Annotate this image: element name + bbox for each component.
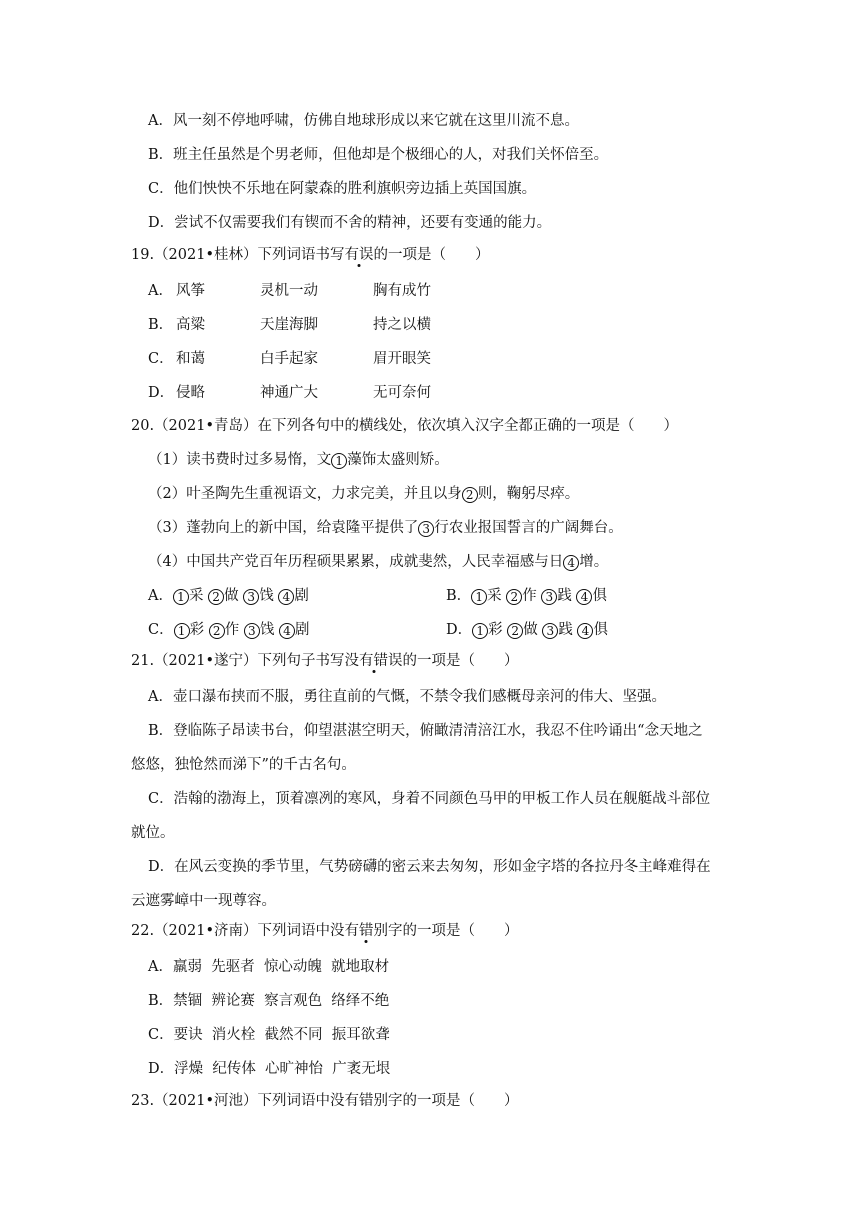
q19-stem: 19.（2021•桂林）下列词语书写有误的一项是（ ） [131,247,490,263]
q20-option-d: D． 1 彩 2 做 3 践 4 俱 [446,622,608,638]
blank-marker-3: 3 [418,521,434,537]
q22-stem: 22.（2021•济南）下列词语中没有错别字的一项是（ ） [131,923,519,939]
q18-option-d: D．尝试不仅需要我们有锲而不舍的精神，还要有变通的能力。 [148,215,552,231]
q21-stem: 21.（2021•遂宁）下列句子书写没有错误的一项是（ ） [131,653,519,669]
q22-emphasis: 没有错别字 [330,923,403,939]
q20-sentence-2: （2）叶圣陶先生重视语文，力求完美，并且以身 2 则，鞠躬尽瘁。 [148,486,580,502]
q21-emphasis: 没有错误 [344,653,403,669]
q22-option-a: A．羸弱 先驱者 惊心动魄 就地取材 [148,959,390,975]
blank-marker-4: 4 [563,555,579,571]
q21-option-d-line2: 云遮雾嶂中一现尊容。 [131,893,276,909]
q23-stem: 23.（2021•河池）下列词语中没有错别字的一项是（ ） [131,1093,519,1109]
q21-option-a: A．壶口瀑布挟而不服，勇往直前的气慨，不禁令我们感概母亲河的伟大、坚强。 [148,689,666,705]
q21-option-c-line2: 就位。 [131,825,175,841]
q19-option-a: A． 风筝 灵机一动 胸有成竹 [148,283,431,299]
q20-stem: 20.（2021•青岛）在下列各句中的横线处，依次填入汉字全都正确的一项是（ ） [131,418,679,434]
q22-option-c: C．要诀 消火栓 截然不同 振耳欲聋 [148,1027,390,1043]
q22-option-d: D．浮燥 纪传体 心旷神怡 广袤无垠 [148,1061,391,1077]
q20-sentence-3: （3）蓬勃向上的新中国，给袁隆平提供了 3 行农业报国誓言的广阔舞台。 [148,520,623,536]
blank-marker-1: 1 [331,453,347,469]
q21-option-b-line1: B．登临陈子昂读书台，仰望湛湛空明天，俯瞰清清涪江水，我忍不住吟诵出“念天地之 [148,723,703,739]
q19-option-d: D． 侵略 神通广大 无可奈何 [148,385,431,401]
q19-option-b: B． 高粱 天崖海脚 持之以横 [148,317,431,333]
q20-sentence-4: （4）中国共产党百年历程硕果累累，成就斐然，人民幸福感与日 4 增。 [148,554,609,570]
q20-sentence-1: （1）读书费时过多易惰，文 1 藻饰太盛则矫。 [148,452,449,468]
q21-option-b-line2: 悠悠，独怆然而涕下”的千古名句。 [131,757,356,773]
q20-option-b: B． 1 采 2 作 3 践 4 俱 [446,588,607,604]
q18-option-c: C．他们怏怏不乐地在阿蒙森的胜利旗帜旁边插上英国国旗。 [148,181,537,197]
q20-option-a: A． 1 采 2 做 3 饯 4 剧 [148,588,309,604]
blank-marker-2: 2 [462,487,478,503]
q20-option-c: C． 1 彩 2 作 3 饯 4 剧 [148,622,310,638]
q21-option-c-line1: C．浩翰的渤海上，顶着凛冽的寒风，身着不同颜色马甲的甲板工作人员在舰艇战斗部位 [148,791,711,807]
q21-option-d-line1: D．在风云变换的季节里，气势磅礴的密云来去匆匆，形如金字塔的各拉丹冬主峰难得在 [148,859,711,875]
q18-option-b: B．班主任虽然是个男老师，但他却是个极细心的人，对我们关怀倍至。 [148,147,609,163]
q19-emphasis: 有误 [344,247,374,263]
q19-option-c: C． 和蔼 白手起家 眉开眼笑 [148,351,431,367]
q18-option-a: A．风一刻不停地呼啸，仿佛自地球形成以来它就在这里川流不息。 [148,113,579,129]
q22-option-b: B．禁锢 辨论赛 察言观色 络绎不绝 [148,993,390,1009]
